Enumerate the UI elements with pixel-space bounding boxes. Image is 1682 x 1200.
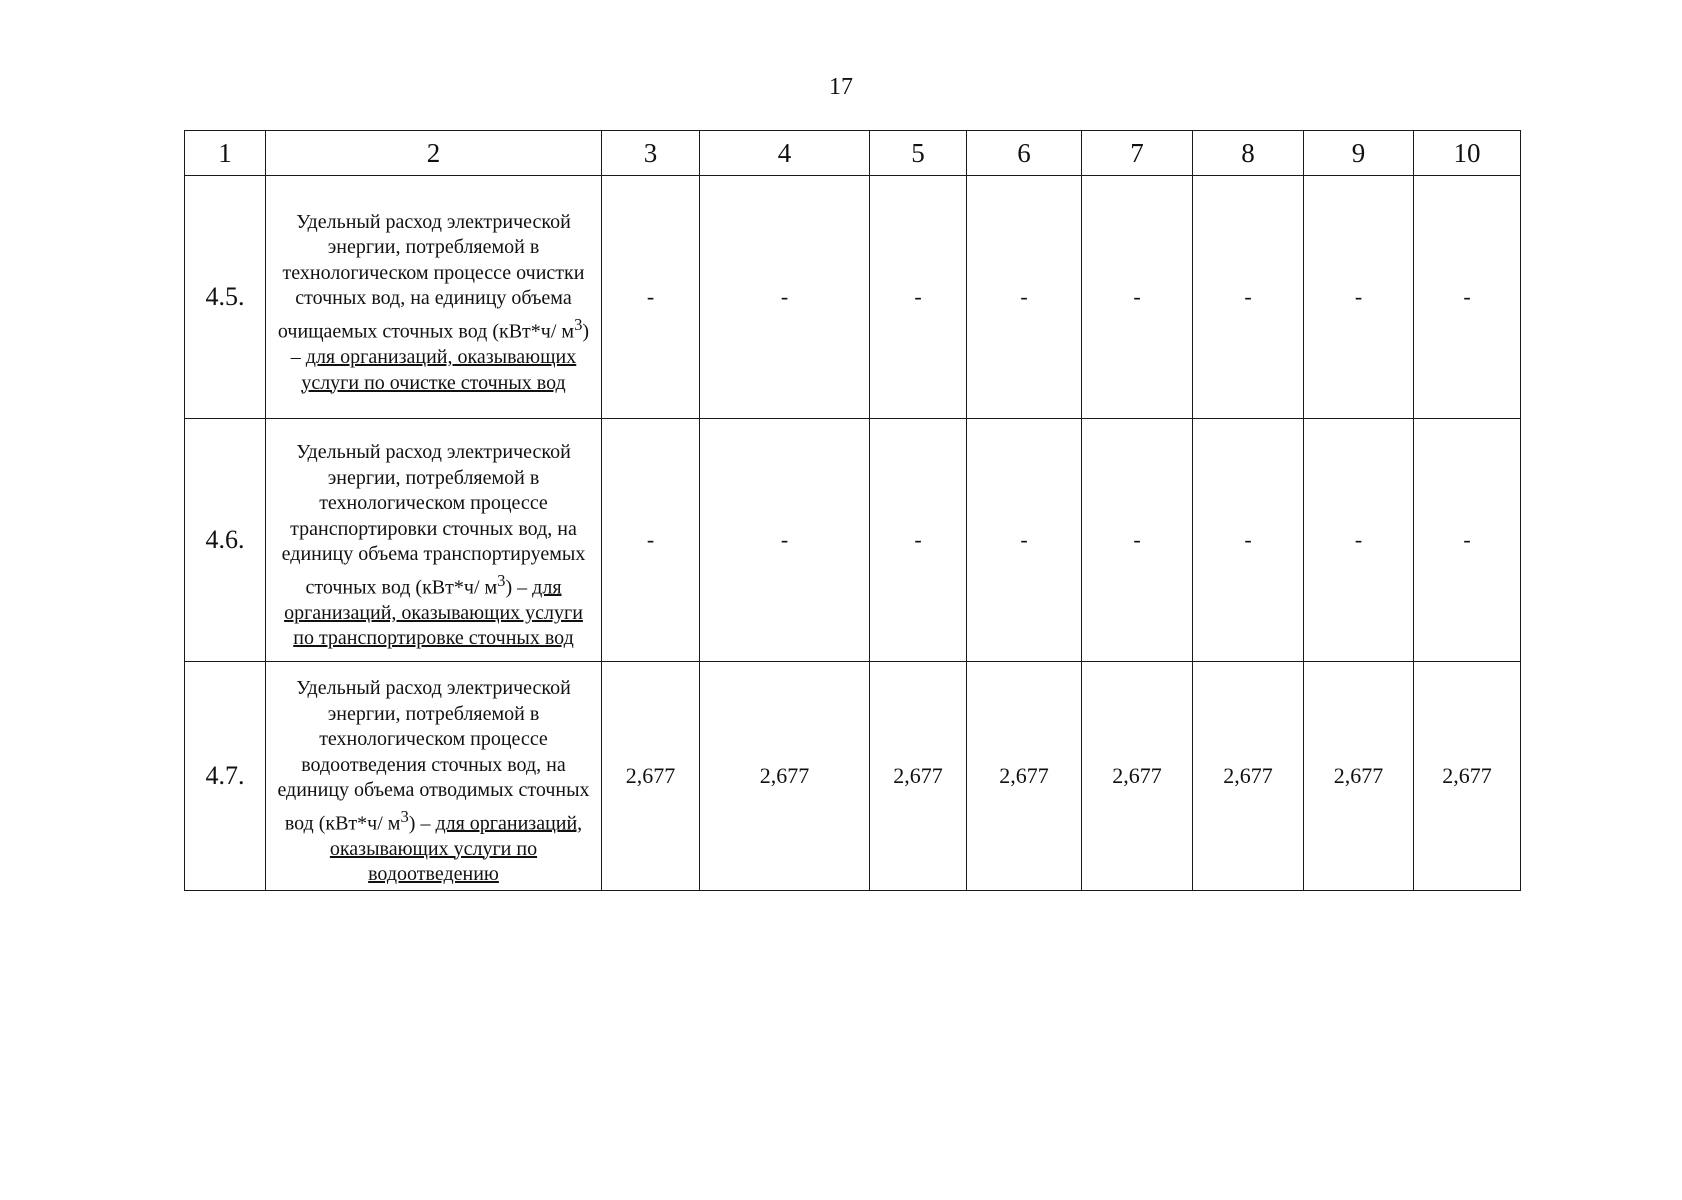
description-text: Удельный расход электрической энергии, потребляемой в технологическом процессе очистки сточных вод, на единицу объема очищаемых сточных вод (кВт*ч/ м bbox=[277, 210, 585, 343]
row-description bbox=[266, 662, 602, 891]
value-cell: - bbox=[602, 419, 700, 662]
description-dash: ) – bbox=[505, 576, 533, 599]
value-cell: - bbox=[1193, 176, 1304, 419]
header-cell-8: 8 bbox=[1193, 131, 1304, 176]
page-number: 17 bbox=[829, 74, 853, 100]
description-text: Удельный расход электрической энергии, потребляемой в технологическом процессе водоотведения сточных вод, на единицу объема отводимых сточных вод (кВт*ч/ м bbox=[277, 677, 590, 835]
value-cell: 2,677 bbox=[1082, 662, 1193, 891]
header-cell-3: 3 bbox=[602, 131, 700, 176]
value-cell: 2,677 bbox=[1304, 662, 1414, 891]
value-cell: - bbox=[1193, 419, 1304, 662]
indicators-table bbox=[184, 130, 1521, 891]
value-cell: 2,677 bbox=[602, 662, 700, 891]
unit-superscript: 3 bbox=[400, 806, 409, 826]
value-cell: - bbox=[870, 419, 967, 662]
value-cell: - bbox=[1414, 176, 1521, 419]
value-cell: - bbox=[870, 176, 967, 419]
header-cell-6: 6 bbox=[967, 131, 1082, 176]
description-dash: ) – bbox=[408, 812, 436, 835]
description-underlined: для организаций, оказывающих услуги по очистке сточных вод bbox=[301, 346, 577, 394]
value-cell: 2,677 bbox=[870, 662, 967, 891]
table-row bbox=[185, 419, 1521, 662]
value-cell: - bbox=[1082, 419, 1193, 662]
header-cell-10: 10 bbox=[1414, 131, 1521, 176]
value-cell: 2,677 bbox=[700, 662, 870, 891]
value-cell: - bbox=[1414, 419, 1521, 662]
row-description bbox=[266, 419, 602, 662]
value-cell: - bbox=[1304, 176, 1414, 419]
header-cell-7: 7 bbox=[1082, 131, 1193, 176]
header-cell-2: 2 bbox=[266, 131, 602, 176]
value-cell: - bbox=[700, 176, 870, 419]
row-number: 4.7. bbox=[185, 662, 266, 891]
unit-superscript: 3 bbox=[574, 314, 583, 334]
row-number: 4.6. bbox=[185, 419, 266, 662]
table-row bbox=[185, 662, 1521, 891]
value-cell: 2,677 bbox=[1414, 662, 1521, 891]
value-cell: - bbox=[967, 419, 1082, 662]
value-cell: - bbox=[967, 176, 1082, 419]
header-cell-1: 1 bbox=[185, 131, 266, 176]
value-cell: - bbox=[602, 176, 700, 419]
header-cell-5: 5 bbox=[870, 131, 967, 176]
header-cell-4: 4 bbox=[700, 131, 870, 176]
row-description bbox=[266, 176, 602, 419]
value-cell: 2,677 bbox=[967, 662, 1082, 891]
description-underlined: для организаций, оказывающих услуги по водоотведению bbox=[329, 812, 583, 886]
description-dash: ) – bbox=[290, 320, 590, 369]
row-number: 4.5. bbox=[185, 176, 266, 419]
table-row bbox=[185, 176, 1521, 419]
description-underlined: для организаций, оказывающих услуги по транспортировке сточных вод bbox=[284, 576, 583, 650]
value-cell: - bbox=[1304, 419, 1414, 662]
value-cell: - bbox=[700, 419, 870, 662]
header-cell-9: 9 bbox=[1304, 131, 1414, 176]
value-cell: 2,677 bbox=[1193, 662, 1304, 891]
header-row bbox=[185, 131, 1521, 176]
unit-superscript: 3 bbox=[497, 570, 506, 590]
description-text: Удельный расход электрической энергии, потребляемой в технологическом процессе транспортировки сточных вод, на единицу объема транспортируемых сточных вод (кВт*ч/ м bbox=[281, 441, 586, 599]
value-cell: - bbox=[1082, 176, 1193, 419]
